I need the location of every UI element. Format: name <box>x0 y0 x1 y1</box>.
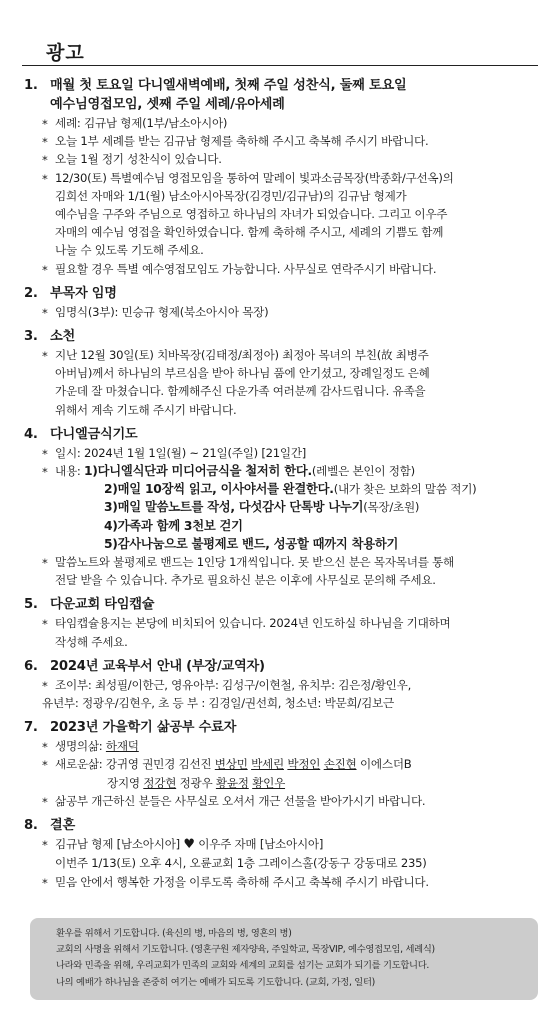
prayer-box <box>30 918 538 1000</box>
section-title: 소천 <box>50 329 75 345</box>
bullet-list <box>42 114 544 278</box>
section-heading <box>24 816 544 835</box>
section-8 <box>24 816 544 891</box>
wedding-couple: * 김규남 형제 [남소아시아] ♥ 이우주 자매 [남소아시아] <box>55 837 324 853</box>
section-number: 7. <box>24 720 38 736</box>
section-1 <box>24 76 544 278</box>
section-2 <box>24 284 544 321</box>
fasting-rule: 4)가족과 함께 3천보 걷기 <box>104 518 243 533</box>
bullet-list <box>42 444 544 590</box>
list-item <box>42 755 544 791</box>
graduate-name: 강귀영 <box>105 757 139 772</box>
prayer-line: 나라와 민족을 위해, 우리교회가 민족의 교회와 세계의 교회를 섬기는 교회가 되기를 기도합니다. <box>56 960 430 972</box>
fasting-rule: * 내용: 1)다니엘식단과 미디어금식을 철저히 한다.(레벨은 본인이 정함) <box>55 464 415 479</box>
graduate-name: 정광우 <box>179 775 213 790</box>
title-divider <box>22 65 538 66</box>
list-item: * 조이부: 최성필/이한근, 영유아부: 김성구/이현철, 유치부: 김은정/황인우, 유년부: 정광우/김현우, 초 등 부 : 김경일/권선희, 청소년: 박문희/김보근 <box>42 676 544 712</box>
section-number: 4. <box>24 426 38 442</box>
fasting-period: * 일시: 2024년 1월 1일(월) ~ 21일(주일) [21일간] <box>55 445 307 460</box>
list-item: * 타임캡슐용지는 본당에 비치되어 있습니다. 2024년 인도하실 하나님을 기대하며 작성해 주세요. <box>42 614 544 650</box>
section-number: 1. <box>24 78 38 93</box>
section-title: 2023년 가을학기 삶공부 수료자 <box>50 720 237 736</box>
section-7 <box>24 718 544 810</box>
graduate-name: 김선진 <box>178 757 212 772</box>
prayer-line: 나의 예배가 하나님을 존중히 여기는 예배가 되도록 기도합니다. (교회, 가정, 일터) <box>56 976 375 988</box>
section-title: 결혼 <box>50 818 75 834</box>
bullet-list <box>42 676 544 712</box>
prayer-line: 교회의 사명을 위해서 기도합니다. (영혼구원 제자양육, 주일학교, 목장VIP, 예수영접모임, 세례식) <box>56 944 435 956</box>
section-title: 다니엘금식기도 <box>50 426 138 442</box>
section-heading <box>24 657 544 676</box>
page-title: 광고 <box>46 42 85 64</box>
list-item <box>42 462 544 553</box>
heart-icon: ♥ <box>183 837 195 853</box>
list-item: * 생명의삶: 하재덕 <box>42 737 544 755</box>
section-heading <box>24 425 544 444</box>
graduate-name: 박정인 <box>287 757 321 772</box>
section-heading <box>24 595 544 614</box>
fasting-rule: 3)매일 말씀노트를 작성, 다섯감사 단톡방 나누기(목장/초원) <box>104 500 420 515</box>
list-item: * 삶공부 개근하신 분들은 사무실로 오셔서 개근 선물을 받아가시기 바랍니다. <box>42 792 544 810</box>
list-item: * 임명식(3부): 민승규 형제(북소아시아 목장) <box>42 303 544 321</box>
graduate-name: 장지영 <box>107 775 140 790</box>
section-3 <box>24 327 544 419</box>
section-4 <box>24 425 544 590</box>
list-item: * 세례: 김규남 형제(1부/남소아시아) <box>42 114 544 132</box>
section-number: 2. <box>24 285 38 301</box>
list-item: * 지난 12월 30일(토) 치바목장(김태정/최정아) 최정아 목녀의 부친(故 최병주 아버님)께서 하나님의 부르심을 받아 하나님 품에 안기셨고, 장례일정도 은혜 가운데 잘 마쳤습니다. 함께해주신 다운가족 여러분께 감사드립니다. 유족을 위해서 계속 기도해 주시기 바랍니다. <box>42 346 544 419</box>
bullet-list <box>42 737 544 810</box>
section-heading <box>24 327 544 346</box>
list-item: * 오늘 1월 정기 성찬식이 있습니다. <box>42 150 544 168</box>
section-title: 부목자 임명 <box>50 285 117 301</box>
list-item: * 12/30(토) 특별예수님 영접모임을 통하여 말레이 빛과소금목장(박종화/구선옥)의 김희선 자매와 1/1(월) 남소아시아목장(김경민/김규남)의 김규남 형제가 예수님을 구주와 주님으로 영접하고 하나님의 자녀가 되었습니다. 그리고 이우주 자매의 예수님 영접을 확인하였습니다. 함께 축하해 주시고, 세례의 기쁨도 함께 나눌 수 있도록 기도해 주세요. <box>42 169 544 260</box>
section-number: 5. <box>24 597 38 613</box>
announcements <box>24 70 544 891</box>
graduate-name: 황인우 <box>252 775 286 790</box>
list-item: * 믿음 안에서 행복한 가정을 이루도록 축하해 주시고 축복해 주시기 바랍니다. <box>42 873 544 891</box>
list-item: * 필요할 경우 특별 예수영접모임도 가능합니다. 사무실로 연락주시기 바랍니다. <box>42 260 544 278</box>
section-number: 3. <box>24 329 38 345</box>
section-heading <box>24 76 544 114</box>
section-heading <box>24 718 544 737</box>
prayer-line: 환우를 위해서 기도합니다. (육신의 병, 마음의 병, 영혼의 병) <box>56 928 292 939</box>
graduate-name: 권민경 <box>142 757 176 772</box>
list-item <box>42 444 544 462</box>
bullet-list <box>42 835 544 891</box>
bullet-list <box>42 303 544 321</box>
graduate-name: 황윤정 <box>215 775 249 790</box>
graduate-names-row: * 새로운삶: 강귀영 권민경 김선진 변상민 박세린 박정인 손진현 이에스더B <box>55 757 412 772</box>
graduate-name: 이에스더B <box>359 757 412 772</box>
fasting-rule: 2)매일 10장씩 읽고, 이사야서를 완결한다.(내가 찾은 보화의 말씀 적기) <box>104 482 477 497</box>
graduate-names-row <box>55 774 544 792</box>
graduate-name: 변상민 <box>214 757 248 772</box>
section-6 <box>24 657 544 712</box>
bullet-list <box>42 346 544 419</box>
graduate-name: 하재덕 <box>105 739 139 754</box>
list-item: * 오늘 1부 세례를 받는 김규남 형제를 축하해 주시고 축복해 주시기 바랍니다. <box>42 132 544 150</box>
section-number: 8. <box>24 818 38 834</box>
graduate-name: 손진현 <box>323 757 357 772</box>
section-title: 매월 첫 토요일 다니엘새벽예배, 첫째 주일 성찬식, 둘째 토요일 예수님영접모임, 셋째 주일 세례/유아세례 <box>50 78 407 112</box>
section-5 <box>24 595 544 650</box>
section-heading <box>24 284 544 303</box>
section-title: 2024년 교육부서 안내 (부장/교역자) <box>50 658 265 674</box>
graduate-name: 정강현 <box>143 775 177 790</box>
fasting-rule: 5)감사나눔으로 불평제로 밴드, 성공할 때까지 착용하기 <box>104 536 399 551</box>
list-item <box>42 835 544 872</box>
graduate-name: 박세린 <box>251 757 284 772</box>
bullet-list <box>42 614 544 650</box>
section-title: 다운교회 타임캡슐 <box>50 597 155 613</box>
wedding-info: 이번주 1/13(토) 오후 4시, 오륜교회 1층 그레이스홀(강동구 강동대로 235) <box>55 856 427 871</box>
list-item: * 말씀노트와 불평제로 밴드는 1인당 1개씩입니다. 못 받으신 분은 목자목녀를 통해 전달 받을 수 있습니다. 추가로 필요하신 분은 이후에 사무실로 문의해 주세요. <box>42 553 544 589</box>
section-number: 6. <box>24 658 38 674</box>
